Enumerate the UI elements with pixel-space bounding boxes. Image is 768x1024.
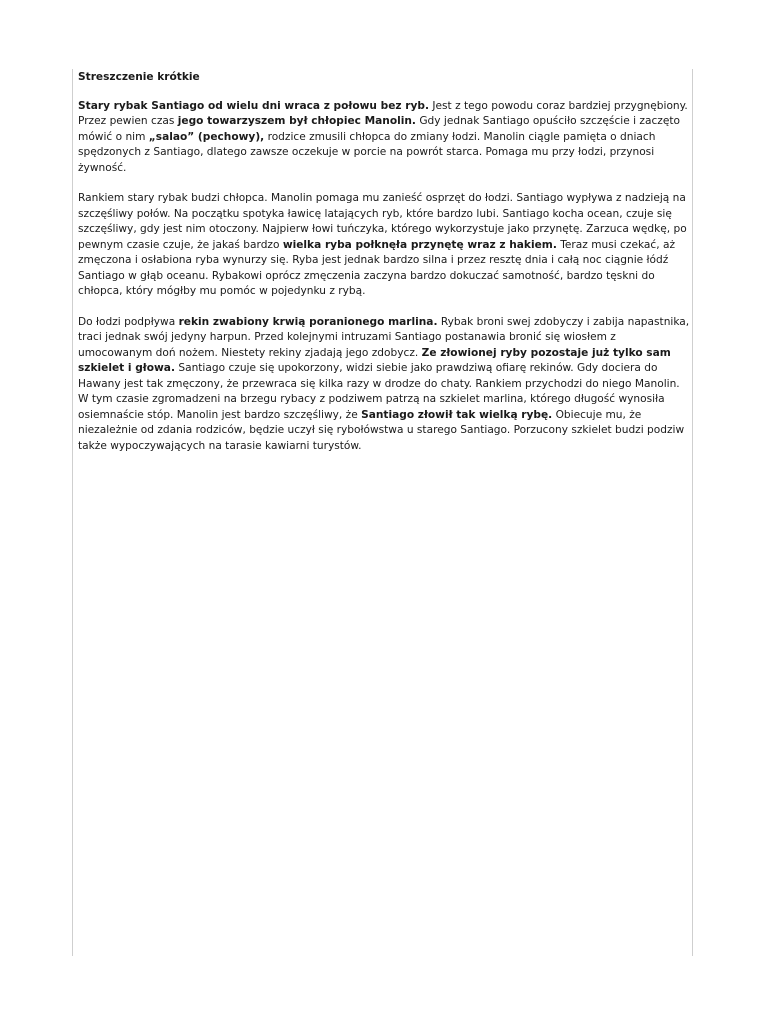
text-run: Obiecuje mu, że niezależnie od zdania rodziców, będzie uczył się rybołówstwa u starego Santiago. Porzucony szkielet budzi podziw także wypoczywających na tarasie kawiarni turystów. — [78, 408, 685, 452]
text-run: Jest z tego powodu coraz bardziej przygnębiony. Przez pewien czas — [78, 99, 688, 127]
paragraph-3 — [78, 315, 690, 455]
bold-text-run: Stary rybak Santiago od wielu dni wraca z połowu bez ryb. — [78, 99, 430, 112]
text-run: Rankiem stary rybak budzi chłopca. Manolin pomaga mu zanieść osprzęt do łodzi. Santiago wypływa z nadzieją na szczęśliwy połów. Na początku spotyka ławicę latających ryb, które bardzo lubi. Santiago kocha ocean, czuje się szczęśliwy, gdy jest nim otoczony. Najpierw łowi tuńczyka, którego wykorzystuje jako przynętę. Zarzuca wędkę, po pewnym czasie czuje, że jakaś bardzo — [78, 192, 687, 251]
paragraph-list — [78, 99, 690, 455]
bold-text-run: rekin zwabiony krwią poranionego marlina. — [178, 315, 438, 328]
text-run: rodzice zmusili chłopca do zmiany łodzi. Manolin ciągle pamięta o dniach spędzonych z Santiago, dlatego zawsze oczekuje w porcie na powrót starca. Pomaga mu przy łodzi, przynosi żywność. — [78, 130, 656, 174]
text-run: Santiago czuje się upokorzony, widzi siebie jako prawdziwą ofiarę rekinów. Gdy dociera do Hawany jest tak zmęczony, że przewraca się kilka razy w drodze do chaty. Rankiem przychodzi do niego Manolin. W tym czasie zgromadzeni na brzegu rybacy z podziwem patrzą na szkielet marlina, którego długość wynosiła osiemnaście stóp. Manolin jest bardzo szczęśliwy, że — [78, 362, 680, 421]
paragraph-1 — [78, 99, 690, 177]
text-run: Rybak broni swej zdobyczy i zabija napastnika, traci jednak swój jedyny harpun. Przed kolejnymi intruzami Santiago postanawia bronić się wiosłem z umocowanym doń nożem. Niestety rekiny zjadają jego zdobycz. — [78, 315, 690, 359]
bold-text-run: Ze złowionej ryby pozostaje już tylko sam szkielet i głowa. — [78, 346, 671, 374]
text-run: Do łodzi podpływa — [78, 315, 179, 328]
text-run: Teraz musi czekać, aż zmęczona i osłabiona ryba wynurzy się. Ryba jest jednak bardzo silna i przez resztę dnia i całą noc ciągnie łódź Santiago w głąb oceanu. Rybakowi oprócz zmęczenia zaczyna bardzo dokuczać samotność, bardzo tęskni do chłopca, który mógłby mu pomóc w pojedynku z rybą. — [78, 238, 676, 297]
text-run: Gdy jednak Santiago opuściło szczęście i zaczęto mówić o nim — [78, 115, 681, 143]
bold-text-run: wielka ryba połknęła przynętę wraz z hakiem. — [282, 238, 557, 251]
bold-text-run: Santiago złowił tak wielką rybę. — [361, 408, 553, 421]
document-title: Streszczenie krótkie — [78, 71, 200, 83]
paragraph-2 — [78, 191, 690, 300]
document-body — [78, 70, 690, 469]
bold-text-run: „salao” (pechowy), — [148, 130, 265, 143]
bold-text-run: jego towarzyszem był chłopiec Manolin. — [177, 115, 416, 127]
